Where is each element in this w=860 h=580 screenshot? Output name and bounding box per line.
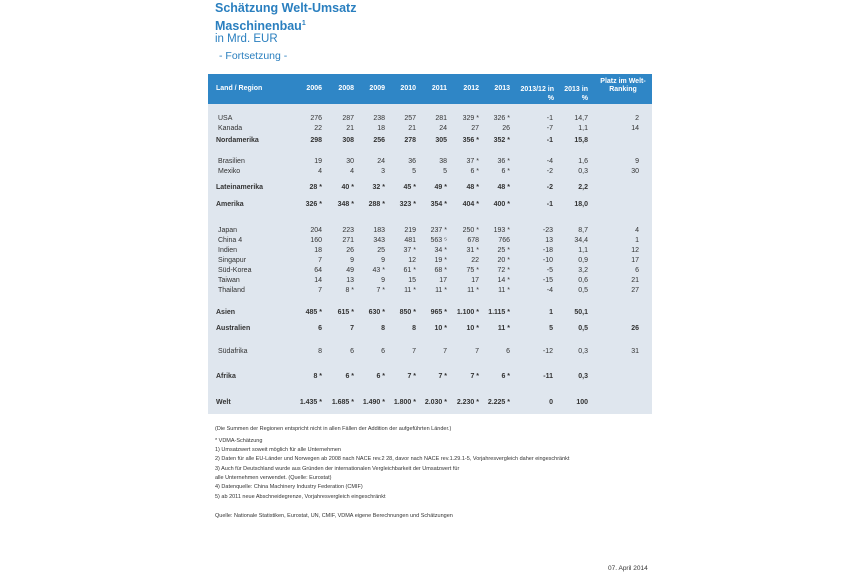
table-cell: 6 * (470, 168, 479, 175)
table-cell: 1.115 * (488, 309, 510, 316)
table-cell: 9 (381, 277, 385, 284)
footnote-line: 2) Daten für alle EU-Länder und Norwegen ab 2008 nach NACE rev.2 28, davor nach NACE rev.1.29.1-5, Vorjahresvergleich daher eingeschränkt (215, 456, 570, 462)
row-label: Südafrika (218, 348, 248, 355)
table-cell: 17 (439, 277, 447, 284)
table-cell: 348 * (337, 201, 354, 208)
table-cell: 34 * (434, 247, 447, 254)
table-cell: 75 * (466, 267, 479, 274)
table-cell: 250 * (462, 227, 479, 234)
table-cell: 288 * (368, 201, 385, 208)
row-label: Australien (216, 325, 251, 332)
table-cell: 7 (318, 257, 322, 264)
table-cell: 37 * (466, 158, 479, 165)
table-cell: 6 * (501, 373, 510, 380)
table-cell: 30 (631, 168, 639, 175)
table-row (208, 167, 652, 177)
table-row (208, 183, 652, 193)
table-cell: 100 (576, 399, 588, 406)
table-cell: 404 * (462, 201, 479, 208)
table-cell: 965 * (430, 309, 447, 316)
table-cell: 678 (467, 237, 479, 244)
table-cell: 400 * (493, 201, 510, 208)
row-label: Brasilien (218, 158, 245, 165)
table-cell: 25 (377, 247, 385, 254)
header-cell-2009: 2009 (369, 85, 385, 92)
table-cell: -4 (546, 158, 553, 165)
table-cell: 7 * (376, 287, 385, 294)
table-row (208, 200, 652, 210)
table-cell: 10 * (434, 325, 447, 332)
table-cell: 766 (498, 237, 510, 244)
table-cell: 6 (381, 348, 385, 355)
table-cell: 14 (314, 277, 322, 284)
row-label: Japan (218, 227, 238, 234)
table-cell: 9 (635, 158, 639, 165)
table-cell: 48 * (466, 184, 479, 191)
table-cell: 615 * (337, 309, 354, 316)
table-cell: 0,3 (578, 168, 588, 175)
table-cell: 21 (408, 125, 416, 132)
table-cell: 6 (318, 325, 322, 332)
table-cell: 5 (549, 325, 553, 332)
table-cell: -1 (546, 201, 553, 208)
table-cell: -2 (546, 184, 553, 191)
table-row (208, 276, 652, 286)
unit-label: in Mrd. EUR (215, 33, 278, 45)
table-cell: -10 (542, 257, 553, 264)
footnote-line: 3) Auch für Deutschland wurde aus Gründen der internationalen Vergleichbarkeit der Umsatzwert für (215, 466, 460, 472)
table-cell: 38 (439, 158, 447, 165)
table-cell: 19 (314, 158, 322, 165)
table-cell: -12 (542, 348, 553, 355)
row-label: China 4 (218, 237, 243, 244)
table-cell: 276 (310, 115, 322, 122)
table-row (208, 286, 652, 296)
table-cell: 7 (412, 348, 416, 355)
row-label: Süd-Korea (218, 267, 252, 274)
table-cell: 485 * (305, 309, 322, 316)
table-cell: 7 * (438, 373, 447, 380)
table-cell: 354 * (430, 201, 447, 208)
row-label: Lateinamerika (216, 184, 264, 191)
table-cell: 15 (408, 277, 416, 284)
table-cell: 257 (404, 115, 416, 122)
table-cell: 8 (381, 325, 385, 332)
row-label: Welt (216, 399, 231, 406)
table-cell: 32 * (372, 184, 385, 191)
table-cell: 630 * (368, 309, 385, 316)
table-cell: 238 (373, 115, 385, 122)
table-cell: 2.230 * (456, 399, 479, 406)
table-cell: 12 (408, 257, 416, 264)
table-cell: 50,1 (574, 309, 588, 316)
table-cell: 298 (310, 137, 322, 144)
row-label: Mexiko (218, 168, 241, 175)
continuation-label: - Fortsetzung - (219, 50, 288, 62)
header-cell-2013: 2013 (494, 85, 510, 92)
table-cell: 40 * (341, 184, 354, 191)
table-cell: 28 * (309, 184, 322, 191)
table-cell: 0 (549, 399, 553, 406)
table-cell: 1,1 (578, 247, 588, 254)
table-cell: 64 (314, 267, 322, 274)
table-cell: 1 (635, 237, 639, 244)
table-cell: 20 * (497, 257, 510, 264)
table-cell: 5 (412, 168, 416, 175)
table-cell: 6 (506, 348, 510, 355)
table-cell: 49 * (434, 184, 447, 191)
row-label: Amerika (216, 201, 244, 208)
table-cell: 7 (475, 348, 479, 355)
table-cell: 72 * (497, 267, 510, 274)
table-cell: 1,1 (578, 125, 588, 132)
table-cell: 563 ⁵ (430, 237, 447, 244)
table-cell: 68 * (434, 267, 447, 274)
header-cell-2010: 2010 (400, 85, 416, 92)
table-cell: 8 (318, 348, 322, 355)
table-cell: 850 * (399, 309, 416, 316)
table-cell: 1,6 (578, 158, 588, 165)
table-cell: 21 (631, 277, 639, 284)
row-label: Afrika (216, 373, 236, 380)
table-cell: 1.490 * (362, 399, 385, 406)
table-cell: 278 (404, 137, 416, 144)
table-cell: 31 * (466, 247, 479, 254)
table-cell: 11 * (435, 287, 447, 294)
table-cell: 24 (439, 125, 447, 132)
table-cell: 2.225 * (487, 399, 510, 406)
page-title (215, 1, 356, 34)
footnote-line: * VDMA-Schätzung (215, 438, 263, 444)
table-cell: 6 * (501, 168, 510, 175)
header-cell-2013-pct: 2013 in % (564, 86, 588, 102)
table-cell: 12 (631, 247, 639, 254)
table-cell: -18 (542, 247, 553, 254)
table-cell: 0,3 (578, 373, 588, 380)
table-row (208, 398, 652, 408)
source-note: Quelle: Nationale Statistiken, Eurostat, UN, CMIF, VDMA eigene Berechnungen und Schätzungen (215, 513, 453, 519)
table-cell: 48 * (497, 184, 510, 191)
table-cell: 2.030 * (424, 399, 447, 406)
table-cell: 352 * (493, 137, 510, 144)
footnote-line: 5) ab 2011 neue Abschneidegrenze, Vorjahresvergleich eingeschränkt (215, 494, 386, 500)
footnote-line: 4) Datenquelle: China Machinery Industry Federation (CMIF) (215, 484, 363, 490)
title-line-2: Maschinenbau$^1$ (215, 19, 306, 34)
table-cell: 6 * (376, 373, 385, 380)
table-cell: 329 * (462, 115, 479, 122)
table-row (208, 256, 652, 266)
table-cell: 13 (346, 277, 354, 284)
table-cell: 219 (404, 227, 416, 234)
table-cell: 9 (350, 257, 354, 264)
table-cell: 14 * (497, 277, 510, 284)
table-cell: 3,2 (578, 267, 588, 274)
table-cell: 21 (346, 125, 354, 132)
table-cell: 26 (502, 125, 510, 132)
table-cell: 14,7 (574, 115, 588, 122)
table-cell: 237 * (430, 227, 447, 234)
table-cell: 45 * (403, 184, 416, 191)
table-cell: 326 * (305, 201, 322, 208)
header-cell-2013-12: 2013/12 in % (520, 86, 554, 102)
table-cell: 204 (310, 227, 322, 234)
footnote-line: alle Unternehmen verwendet. (Quelle: Eurostat) (215, 475, 332, 481)
table-cell: 27 (631, 287, 639, 294)
row-label: Asien (216, 309, 236, 316)
table-row (208, 114, 652, 124)
table-cell: 17 (631, 257, 639, 264)
table-cell: 1.685 * (331, 399, 354, 406)
table-cell: 308 (342, 137, 354, 144)
table-cell: -15 (542, 277, 553, 284)
table-cell: 6 * (345, 373, 354, 380)
table-cell: 19 * (434, 257, 447, 264)
table-cell: 183 (373, 227, 385, 234)
table-cell: 7 * (407, 373, 416, 380)
table-cell: -11 (543, 373, 553, 380)
table-cell: 8 (412, 325, 416, 332)
table-cell: 193 * (493, 227, 510, 234)
table-cell: 7 (443, 348, 447, 355)
table-cell: 8,7 (578, 227, 588, 234)
header-cell-2008: 2008 (338, 85, 354, 92)
row-label: Taiwan (218, 277, 240, 284)
table-cell: 305 (435, 137, 447, 144)
table-row (208, 308, 652, 318)
row-label: Singapur (218, 257, 247, 264)
table-cell: 2 (635, 115, 639, 122)
table-row (208, 372, 652, 382)
table-row (208, 266, 652, 276)
table-cell: -4 (546, 287, 553, 294)
table-cell: 4 (318, 168, 322, 175)
table-cell: 0,3 (578, 348, 588, 355)
row-label: Indien (218, 247, 238, 254)
footnote-line: (Die Summen der Regionen entspricht nicht in allen Fällen der Addition der aufgeführten Länder.) (215, 426, 452, 432)
table-row (208, 157, 652, 167)
table-cell: 223 (342, 227, 354, 234)
table-cell: 5 (443, 168, 447, 175)
table-cell: 1.435 * (299, 399, 322, 406)
table-cell: -1 (546, 137, 553, 144)
table-cell: 8 * (313, 373, 322, 380)
table-cell: 10 * (466, 325, 479, 332)
row-label: Thailand (218, 287, 245, 294)
table-cell: 6 (635, 267, 639, 274)
table-cell: 18 (314, 247, 322, 254)
table-cell: 11 * (404, 287, 416, 294)
table-cell: 18 (377, 125, 385, 132)
table-cell: 356 * (462, 137, 479, 144)
header-cell-ranking: Platz im Welt-Ranking (600, 78, 646, 93)
row-label: USA (218, 115, 233, 122)
table-cell: 343 (373, 237, 385, 244)
table-cell: 18,0 (574, 201, 588, 208)
table-cell: 1.800 * (393, 399, 416, 406)
table-cell: 0,9 (578, 257, 588, 264)
table-cell: 481 (404, 237, 416, 244)
table-cell: 61 * (403, 267, 416, 274)
header-cell-2006: 2006 (306, 85, 322, 92)
table-cell: 30 (346, 158, 354, 165)
header-cell-2012: 2012 (463, 85, 479, 92)
table-cell: 1 (549, 309, 553, 316)
table-cell: 0,6 (578, 277, 588, 284)
table-cell: 160 (310, 237, 322, 244)
table-cell: 15,8 (574, 137, 588, 144)
table-cell: 2,2 (578, 184, 588, 191)
table-cell: 27 (471, 125, 479, 132)
table-cell: 26 (631, 325, 639, 332)
table-cell: 287 (342, 115, 354, 122)
row-label: Nordamerika (216, 137, 259, 144)
table-cell: 36 * (497, 158, 510, 165)
table-header (208, 74, 652, 104)
table-cell: -1 (546, 115, 553, 122)
table-cell: 326 * (493, 115, 510, 122)
table-cell: 43 * (372, 267, 385, 274)
header-cell-land: Land / Region (216, 85, 263, 92)
table-cell: 7 * (470, 373, 479, 380)
table-cell: 1.100 * (456, 309, 479, 316)
table-row (208, 124, 652, 134)
table-row (208, 324, 652, 334)
table-cell: 14 (631, 125, 639, 132)
row-label: Kanada (218, 125, 243, 132)
table-cell: 34,4 (574, 237, 588, 244)
header-cell-2011: 2011 (431, 85, 447, 92)
table-cell: 24 (377, 158, 385, 165)
table-cell: 0,5 (578, 325, 588, 332)
table-row (208, 226, 652, 236)
table-cell: 13 (545, 237, 553, 244)
table-cell: 11 * (497, 325, 510, 332)
table-cell: 26 (346, 247, 354, 254)
table-cell: 49 (346, 267, 354, 274)
table-cell: 11 * (498, 287, 510, 294)
table-row (208, 246, 652, 256)
table-cell: 271 (342, 237, 354, 244)
table-cell: 281 (435, 115, 447, 122)
table-row (208, 347, 652, 357)
table-cell: 22 (314, 125, 322, 132)
date-label: 07. April 2014 (608, 565, 648, 572)
table-cell: 17 (471, 277, 479, 284)
table-cell: 7 (350, 325, 354, 332)
table-cell: 9 (381, 257, 385, 264)
table-cell: 31 (631, 348, 639, 355)
table-cell: 4 (350, 168, 354, 175)
table-cell: 256 (373, 137, 385, 144)
table-cell: -5 (546, 267, 553, 274)
table-cell: 6 (350, 348, 354, 355)
table-cell: 8 * (345, 287, 354, 294)
table-cell: 11 * (467, 287, 479, 294)
table-cell: -2 (546, 168, 553, 175)
table-cell: 4 (635, 227, 639, 234)
table-cell: 25 * (497, 247, 510, 254)
table-row (208, 236, 652, 246)
table-cell: 37 * (403, 247, 416, 254)
title-line-1: Schätzung Welt-Umsatz (215, 1, 357, 15)
table-cell: 22 (471, 257, 479, 264)
table-cell: 323 * (399, 201, 416, 208)
footnote-line: 1) Umsatzwert soweit möglich für alle Unternehmen (215, 447, 341, 453)
table-cell: 0,5 (578, 287, 588, 294)
table-cell: 36 (408, 158, 416, 165)
table-cell: -7 (546, 125, 553, 132)
table-cell: 3 (381, 168, 385, 175)
table-row (208, 136, 652, 146)
table-cell: 7 (318, 287, 322, 294)
table-cell: -23 (542, 227, 553, 234)
